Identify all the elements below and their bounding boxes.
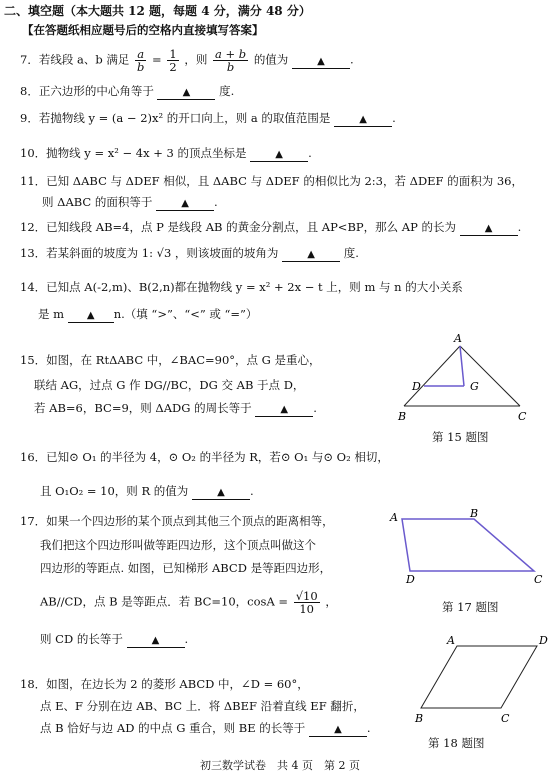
q11-text: 则 ΔABC 的面积等于: [42, 195, 153, 209]
fig18-rhombus: [421, 646, 537, 708]
fig17-trapezoid: [402, 519, 534, 571]
q14-post: n.（填 “>”、“<” 或 “=”）: [113, 307, 258, 321]
fig18-label-d: D: [539, 634, 548, 647]
fig15-segment-ag: [460, 346, 464, 386]
q7-frac-apb: $\frac{a + b}{b}$: [214, 47, 247, 74]
question-16-line1: 16．已知⊙ O₁ 的半径为 4，⊙ O₂ 的半径为 R，若⊙ O₁ 与⊙ O₂ 相切，: [20, 450, 389, 464]
q13-text: 13．若某斜面的坡度为 1: √3 ，则该坡面的坡角为: [20, 246, 279, 260]
q14-text: 是 m: [38, 307, 65, 321]
answer-blank-18[interactable]: ▲: [309, 722, 367, 737]
answer-blank-12[interactable]: ▲: [460, 221, 518, 236]
fig15-label-c: C: [518, 410, 527, 423]
question-14-line1: 14．已知点 A(-2,m)、B(2,n)都在抛物线 y = x² + 2x − t 上，则 m 与 n 的大小关系: [20, 280, 463, 294]
fig17-label-c: C: [534, 573, 543, 586]
fig15-side-ab: [404, 346, 460, 406]
section-note: 【在答题纸相应题号后的空格内直接填写答案】: [22, 23, 264, 37]
question-13: [20, 245, 359, 262]
fig15-label-b: B: [398, 410, 407, 423]
question-15-line3: [34, 400, 317, 417]
question-12: [20, 219, 521, 236]
question-17-line5: [40, 631, 188, 648]
answer-blank-9[interactable]: ▲: [334, 112, 392, 127]
q10-text: 10．抛物线 y = x² − 4x + 3 的顶点坐标是: [20, 146, 247, 160]
page-footer: 初三数学试卷 共 4 页 第 2 页: [200, 759, 360, 772]
q9-post: .: [392, 111, 396, 125]
q13-post: 度.: [343, 246, 359, 260]
q12-post: .: [517, 220, 522, 234]
question-15-line1: 15．如图，在 RtΔABC 中，∠BAC=90°，点 G 是重心，: [20, 353, 321, 367]
q7-post: 的值为: [253, 52, 289, 67]
question-17-line2: 我们把这个四边形叫做等距四边形，这个顶点叫做这个: [40, 538, 316, 552]
q17-post: .: [184, 632, 189, 646]
question-18-line1: 18．如图，在边长为 2 的菱形 ABCD 中，∠D = 60°，: [20, 677, 309, 691]
q7-text: 7．若线段 a、b 满足: [20, 52, 130, 67]
q7-frac-ab: $\frac{a}{b}$: [137, 47, 145, 74]
q10-post: .: [308, 146, 312, 160]
question-17-line1: 17．如果一个四边形的某个顶点到其他三个顶点的距离相等，: [20, 514, 334, 528]
answer-blank-16[interactable]: ▲: [192, 485, 250, 500]
question-11-line2: [42, 194, 218, 211]
answer-blank-8[interactable]: ▲: [157, 85, 215, 100]
fig15-side-ac: [460, 346, 520, 406]
question-7: [20, 48, 354, 73]
question-8: [20, 83, 234, 100]
fig17-label-b: B: [470, 507, 479, 520]
question-11-line1: 11．已知 ΔABC 与 ΔDEF 相似，且 ΔABC 与 ΔDEF 的相似比为 2:3，若 ΔDEF 的面积为 36，: [20, 174, 523, 188]
q17-frac-cos: $\frac{√10}{10}$: [295, 589, 318, 616]
answer-blank-13[interactable]: ▲: [282, 247, 340, 262]
q7-eq: =: [152, 52, 162, 67]
q16-text: 且 O₁O₂ = 10，则 R 的值为: [40, 484, 189, 498]
fig18-label-b: B: [415, 712, 424, 725]
figure-18-caption: 第 18 题图: [428, 736, 485, 750]
question-18-line3: [40, 720, 371, 737]
answer-blank-15[interactable]: ▲: [255, 402, 313, 417]
figure-17-caption: 第 17 题图: [442, 600, 499, 614]
q9-text: 9．若抛物线 y = (a − 2)x² 的开口向上，则 a 的取值范围是: [20, 111, 331, 125]
answer-blank-11[interactable]: ▲: [156, 196, 214, 211]
figure-18: [405, 630, 555, 730]
fig17-label-d: D: [406, 573, 415, 586]
q16-post: .: [249, 484, 254, 498]
q18-post: .: [366, 721, 371, 735]
q7-mid: ，则: [184, 52, 208, 67]
answer-blank-17[interactable]: ▲: [127, 633, 185, 648]
q8-post: 度.: [219, 84, 235, 98]
q15-text: 若 AB=6，BC=9，则 ΔADG 的周长等于: [34, 401, 252, 415]
q12-text: 12．已知线段 AB=4，点 P 是线段 AB 的黄金分割点，且 AP<BP，那么 AP 的长为: [20, 220, 456, 234]
answer-blank-10[interactable]: ▲: [250, 147, 308, 162]
q8-text: 8．正六边形的中心角等于: [20, 84, 154, 98]
q7-frac-half: $\frac{1}{2}$: [169, 47, 177, 74]
fig18-label-a: A: [447, 634, 455, 647]
question-17-line4: [40, 590, 337, 615]
question-9: [20, 110, 396, 127]
q17-comma: ，: [325, 594, 337, 609]
figure-17: [380, 505, 550, 590]
q18-text: 点 B 恰好与边 AD 的中点 G 重合，则 BE 的长等于: [40, 721, 306, 735]
question-17-line3: 四边形的等距点. 如图，已知梯形 ABCD 是等距四边形，: [40, 561, 332, 575]
answer-blank-14[interactable]: ▲: [68, 308, 114, 323]
q7-end: .: [349, 52, 354, 67]
question-14-line2: [38, 306, 257, 323]
q17-text: AB//CD，点 B 是等距点．若 BC=10，cosA =: [40, 594, 289, 609]
question-10: [20, 145, 312, 162]
question-16-line2: [40, 483, 254, 500]
q15-post: .: [313, 401, 317, 415]
answer-blank-7[interactable]: ▲: [292, 54, 350, 69]
figure-15: [390, 330, 550, 430]
fig17-label-a: A: [390, 511, 398, 524]
q11-post: .: [214, 195, 218, 209]
q17-text-2: 则 CD 的长等于: [40, 632, 123, 646]
fig15-label-g: G: [470, 380, 479, 393]
figure-15-caption: 第 15 题图: [432, 430, 489, 444]
section-title: 二、填空题（本大题共 12 题，每题 4 分，满分 48 分）: [4, 4, 311, 18]
question-15-line2: 联结 AG，过点 G 作 DG//BC，DG 交 AB 于点 D，: [34, 378, 305, 392]
question-18-line2: 点 E、F 分别在边 AB、BC 上．将 ΔBEF 沿着直线 EF 翻折，: [40, 699, 365, 713]
fig15-label-a: A: [454, 332, 462, 345]
fig18-label-c: C: [501, 712, 510, 725]
fig15-label-d: D: [412, 380, 421, 393]
